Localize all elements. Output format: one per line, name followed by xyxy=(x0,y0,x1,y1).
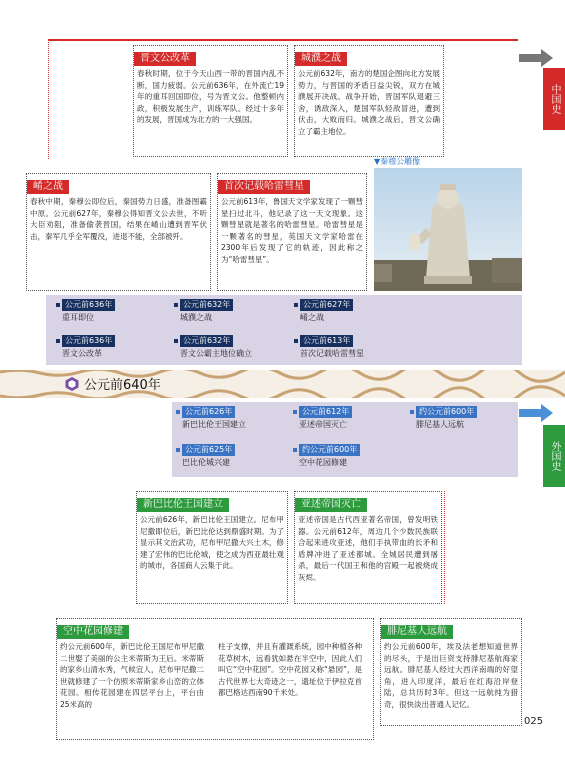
bullet-icon xyxy=(293,410,297,414)
event-year: 公元前636年 xyxy=(62,335,115,347)
article-columns xyxy=(57,639,373,710)
event-year: 公元前625年 xyxy=(182,444,235,456)
timeline-event xyxy=(176,406,246,432)
timeline-event xyxy=(410,406,477,432)
article-chengpu-battle xyxy=(294,45,444,157)
article-title: 城濮之战 xyxy=(295,52,347,66)
event-year: 公元前632年 xyxy=(180,299,233,311)
article-text: 春秋中期，秦穆公即位后，秦国势力日盛，准备图霸中原。公元前627年，秦穆公得知晋文公去世，不听大臣劝阻，准备偷袭晋国，结果在崤山遭到晋军伏击，秦军几乎全军覆没，进退不能，全部被歼。 xyxy=(30,197,207,241)
page-number: 025 xyxy=(524,716,544,727)
event-year: 公元前627年 xyxy=(300,299,353,311)
article-title: 亚述帝国灭亡 xyxy=(295,498,367,512)
timeline-event xyxy=(294,335,364,361)
article-neo-babylon xyxy=(136,491,288,604)
hexagon-icon xyxy=(64,376,80,392)
article-text: 约公元前600年，埃及法老想知道世界的尽头，于是出巨资支持腓尼基航海家远航。腓尼基人经过大西洋南端的好望角，进入印度洋，最后在红海沿岸登陆，总共历时3年。但这一远航纯为猎奇，很快淡出普通人记忆。 xyxy=(384,642,518,709)
article-text: 亚述帝国是古代西亚著名帝国，曾发明铁器。公元前612年，周边几个少数民族联合起来进攻亚述，他们手执带血的长矛和盾牌冲进了亚述都城。全城居民遭到屠杀，最后一代国王和他的宫殿一起被烧成灰烬。 xyxy=(298,515,438,582)
event-text: 晋文公霸主地位确立 xyxy=(180,349,252,358)
bullet-icon xyxy=(174,303,178,307)
divider-label: 公元前640年 xyxy=(84,378,161,393)
event-text: 首次记载哈雷彗星 xyxy=(300,349,364,358)
bullet-icon xyxy=(176,410,180,414)
article-text-left: 约公元前600年，新巴比伦王国尼布甲尼撒二世娶了美丽的公主米蒂斯为王后。米蒂斯的家乡山清水秀，气候宜人，尼布甲尼撒二世就修建了一个仿照米蒂斯家乡山峦的立体花园。相传花园建在四层平台上，平台由25米高的 xyxy=(60,642,204,709)
timeline-band-chinese xyxy=(46,295,522,365)
article-assyria-fall xyxy=(294,491,442,604)
bullet-icon xyxy=(176,448,180,452)
event-text: 巴比伦城兴建 xyxy=(182,458,230,467)
article-title: 新巴比伦王国建立 xyxy=(137,498,229,512)
bullet-icon xyxy=(56,303,60,307)
article-phoenicia-voyage xyxy=(380,618,522,726)
event-year: 公元前636年 xyxy=(62,299,115,311)
event-text: 重耳即位 xyxy=(62,313,94,322)
vertical-rule-right xyxy=(444,491,445,604)
article-hanging-gardens xyxy=(56,618,374,740)
article-text: 公元前613年，鲁国天文学家发现了一颗彗星扫过北斗，他记录了这一天文现象。这颗彗星就是著名的哈雷彗星。哈雷彗星是一颗著名的彗星，英国天文学家哈雷在2300年后发现了它的轨迹，因此称之为“哈雷彗星”。 xyxy=(221,197,363,264)
arrow-right-icon xyxy=(519,49,553,67)
event-year: 公元前612年 xyxy=(299,406,352,418)
event-year: 公元前613年 xyxy=(300,335,353,347)
article-xiao-battle xyxy=(26,173,211,291)
side-label-world-history: 外国史 xyxy=(543,425,565,487)
article-title: 首次记载哈雷彗星 xyxy=(218,180,310,194)
article-title: 崤之战 xyxy=(27,180,69,194)
event-text: 晋文公改革 xyxy=(62,349,102,358)
event-year: 约公元前600年 xyxy=(299,444,360,456)
bullet-icon xyxy=(174,339,178,343)
timeline-event xyxy=(174,335,252,361)
image-caption: ▼秦穆公雕像 xyxy=(374,157,421,166)
timeline-event xyxy=(294,299,353,325)
bullet-icon xyxy=(293,448,297,452)
timeline-event xyxy=(293,406,352,432)
timeline-event xyxy=(174,299,233,325)
event-text: 崤之战 xyxy=(300,313,324,322)
article-jin-wen-reform xyxy=(133,45,288,157)
statue-image xyxy=(374,168,522,291)
event-year: 约公元前600年 xyxy=(416,406,477,418)
timeline-event xyxy=(176,444,235,470)
article-halley-comet xyxy=(217,173,367,291)
bullet-icon xyxy=(294,303,298,307)
event-text: 新巴比伦王国建立 xyxy=(182,420,246,429)
article-text: 公元前626年，新巴比伦王国建立。尼布甲尼撒即位后，新巴比伦达到鼎盛时期。为了显示其文治武功，尼布甲尼撒大兴土木，修建了宏伟的巴比伦城，使之成为西亚最壮观的城市，各国商人云集于此。 xyxy=(140,515,284,570)
article-text: 公元前632年，南方的楚国企图向北方发展势力，与晋国的矛盾日益尖锐，双方在城濮展开决战。战争开始，晋国军队退避三舍，诱敌深入，楚国军队轻敌冒进，遭到伏击，大败而归。城濮之战后，晋文公确立了霸主地位。 xyxy=(298,69,440,136)
bullet-icon xyxy=(410,410,414,414)
article-text-right: 柱子支撑，并且有灌溉系统，园中种植各种花草树木，远看犹如悬在半空中，因此人们叫它“空中花园”。空中花园又称“悬园”，是古代世界七大奇迹之一，遗址位于伊拉克首都巴格达西南90千米处。 xyxy=(218,642,362,697)
event-text: 城濮之战 xyxy=(180,313,212,322)
timeline-event xyxy=(293,444,360,470)
arrow-right-icon xyxy=(519,404,553,422)
event-text: 腓尼基人远航 xyxy=(416,420,464,429)
event-text: 空中花园修建 xyxy=(299,458,347,467)
event-text: 亚述帝国灭亡 xyxy=(299,420,347,429)
event-year: 公元前632年 xyxy=(180,335,233,347)
year-divider xyxy=(0,370,565,398)
bullet-icon xyxy=(56,339,60,343)
article-title: 晋文公改革 xyxy=(134,52,196,66)
side-label-chinese-history: 中国史 xyxy=(543,68,565,130)
bullet-icon xyxy=(294,339,298,343)
article-title: 腓尼基人远航 xyxy=(381,625,453,639)
timeline-event xyxy=(56,335,115,361)
top-rule xyxy=(48,39,518,41)
article-title: 空中花园修建 xyxy=(57,625,129,639)
article-text: 春秋时期，位于今天山西一带的晋国内乱不断，国力疲弱。公元前636年，在外流亡19年的重耳回国即位，号为晋文公。他整顿内政，积极发展生产，训练军队。经过十多年的发展，晋国成为北方的一大强国。 xyxy=(137,69,284,124)
timeline-event xyxy=(56,299,115,325)
event-year: 公元前626年 xyxy=(182,406,235,418)
vertical-rule-left xyxy=(48,39,49,159)
